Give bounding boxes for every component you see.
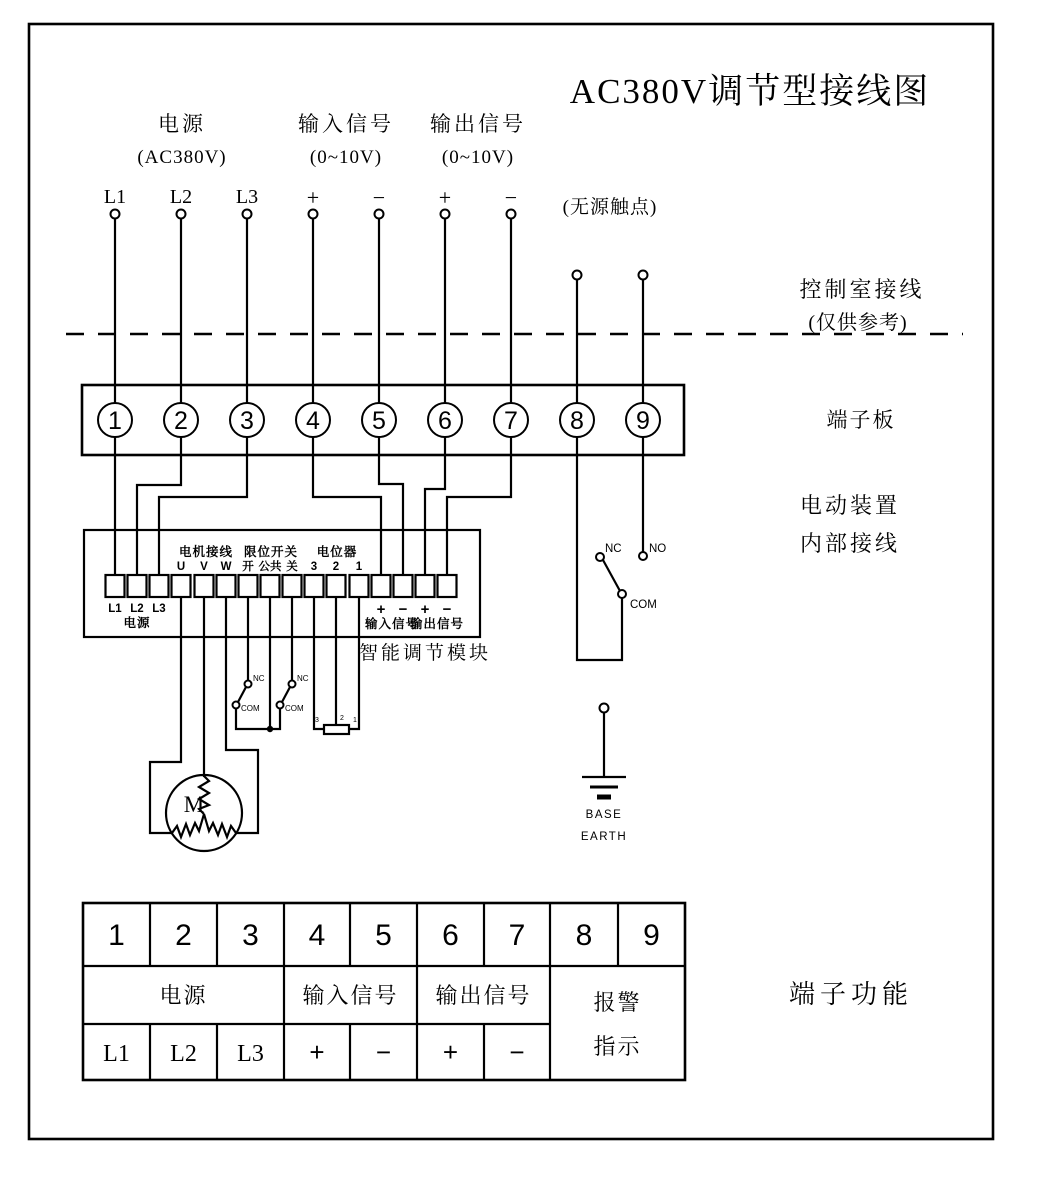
- module-terminal-v-label: V: [200, 561, 208, 573]
- alarm-switch-arm: [603, 560, 620, 591]
- top-terminal-label-l3: L3: [235, 186, 259, 208]
- table-number-8: 8: [575, 919, 593, 952]
- top-terminal-label-in-minus: −: [372, 185, 386, 210]
- wire-board-module-6: [425, 437, 445, 575]
- module-l3-label: L3: [152, 603, 166, 615]
- top-terminal-node-9: [639, 271, 648, 280]
- motor-winding-left: [172, 814, 204, 837]
- limit1-com-label: COM: [241, 704, 260, 713]
- table-signal-out-plus: +: [442, 1037, 459, 1067]
- limit1-nc-label: NC: [253, 674, 265, 683]
- module-box-l3: [150, 575, 169, 597]
- module-terminal-u-label: U: [176, 561, 186, 573]
- input-group-label: 输入信号: [298, 112, 394, 136]
- motor-winding-right: [204, 814, 236, 837]
- pot-terminal-3-label: 3: [315, 717, 319, 724]
- module-box-l1: [106, 575, 125, 597]
- module-box-pot2: [327, 575, 346, 597]
- top-terminal-node-4: [309, 210, 318, 219]
- earth-node: [600, 704, 609, 713]
- wire-pot-3: [314, 597, 324, 729]
- top-terminal-node-1: [111, 210, 120, 219]
- module-box-l2: [128, 575, 147, 597]
- wire-motor-u: [150, 597, 181, 833]
- top-terminal-node-2: [177, 210, 186, 219]
- device-note-1: 电动装置: [799, 493, 901, 518]
- earth-label-2: EARTH: [580, 831, 628, 843]
- module-terminal-pot3-label: 3: [310, 561, 318, 573]
- potentiometer-body: [324, 725, 349, 734]
- module-terminal-w-label: W: [220, 561, 232, 573]
- junction-dot-common: [267, 726, 273, 732]
- top-terminal-node-7: [507, 210, 516, 219]
- alarm-com-label: COM: [630, 599, 657, 611]
- motor-label: M: [183, 792, 205, 817]
- module-box-in-minus: [394, 575, 413, 597]
- module-input-label: 输入信号: [364, 617, 420, 631]
- wire-board-module-5: [379, 437, 403, 575]
- terminal-number-8: 8: [570, 407, 584, 435]
- module-in-minus-label: −: [398, 601, 408, 618]
- table-number-5: 5: [375, 919, 392, 952]
- table-number-6: 6: [442, 919, 459, 952]
- table-signal-in-minus: −: [375, 1037, 392, 1067]
- power-group-sub: (AC380V): [137, 147, 227, 168]
- table-signal-in-plus: +: [309, 1037, 325, 1067]
- module-group-pot-label: 电位器: [316, 545, 358, 559]
- limit1-nc-node: [245, 681, 252, 688]
- table-alarm-label-2: 指示: [593, 1034, 642, 1059]
- module-box-out-minus: [438, 575, 457, 597]
- module-l2-label: L2: [130, 603, 144, 615]
- top-terminal-label-l1: L1: [103, 186, 127, 208]
- limit2-com-label: COM: [285, 704, 304, 713]
- alarm-nc-label: NC: [605, 543, 622, 555]
- alarm-no-node: [639, 552, 647, 560]
- power-group-label: 电源: [158, 112, 206, 136]
- module-box-close: [283, 575, 302, 597]
- module-box-pot3: [305, 575, 324, 597]
- table-signal-l1: L1: [103, 1041, 130, 1067]
- top-terminal-label-l2: L2: [169, 186, 193, 208]
- module-box-common: [261, 575, 280, 597]
- module-output-label: 输出信号: [409, 617, 465, 631]
- table-number-9: 9: [643, 919, 660, 952]
- table-number-1: 1: [108, 919, 125, 952]
- alarm-nc-node: [596, 553, 604, 561]
- module-group-motor-label: 电机接线: [178, 545, 234, 559]
- table-number-3: 3: [242, 919, 259, 952]
- module-out-plus-label: +: [420, 601, 430, 618]
- limit2-nc-label: NC: [297, 674, 309, 683]
- top-terminal-node-5: [375, 210, 384, 219]
- output-group-sub: (0~10V): [441, 147, 515, 168]
- top-terminal-node-8: [573, 271, 582, 280]
- terminal-number-3: 3: [240, 407, 254, 435]
- module-terminal-close-label: 关: [286, 561, 298, 573]
- terminal-number-6: 6: [438, 407, 452, 435]
- table-signal-out-minus: −: [509, 1037, 525, 1067]
- top-terminal-node-6: [441, 210, 450, 219]
- wire-motor-w: [226, 597, 258, 833]
- device-note-2: 内部接线: [799, 531, 901, 556]
- module-out-minus-label: −: [442, 601, 452, 618]
- control-room-note-2: (仅供参考): [808, 312, 908, 334]
- table-signal-l2: L2: [170, 1041, 197, 1067]
- control-room-note-1: 控制室接线: [799, 277, 925, 302]
- terminal-function-label: 端子功能: [788, 980, 914, 1009]
- limit2-switch-arm: [282, 687, 290, 702]
- table-input-label: 输入信号: [302, 983, 399, 1008]
- table-alarm-label-1: 报警: [593, 990, 642, 1015]
- module-box-in-plus: [372, 575, 391, 597]
- module-in-plus-label: +: [376, 601, 386, 618]
- limit1-switch-arm: [238, 687, 246, 702]
- module-box-out-plus: [416, 575, 435, 597]
- module-terminal-pot2-label: 2: [332, 561, 340, 573]
- terminal-number-1: 1: [108, 407, 122, 435]
- module-box-w: [217, 575, 236, 597]
- module-box-open: [239, 575, 258, 597]
- input-group-sub: (0~10V): [309, 147, 383, 168]
- wire-pot-1: [349, 597, 359, 729]
- terminal-number-2: 2: [174, 407, 188, 435]
- terminal-board-label: 端子板: [826, 408, 896, 432]
- earth-label-1: BASE: [585, 809, 623, 821]
- module-l1-label: L1: [108, 603, 122, 615]
- table-output-label: 输出信号: [435, 983, 532, 1008]
- module-terminal-common-label: 公共: [258, 561, 282, 573]
- limit2-nc-node: [289, 681, 296, 688]
- terminal-number-9: 9: [636, 407, 650, 435]
- module-power-label: 电源: [123, 616, 151, 630]
- table-number-2: 2: [175, 919, 192, 952]
- limit2-com-node: [277, 702, 284, 709]
- terminal-number-4: 4: [306, 407, 320, 435]
- top-terminal-node-3: [243, 210, 252, 219]
- pot-terminal-1-label: 1: [353, 717, 357, 724]
- passive-contact-label: (无源触点): [562, 197, 658, 218]
- module-group-limit-label: 限位开关: [243, 545, 299, 559]
- top-terminal-label-out-plus: +: [438, 185, 452, 210]
- top-terminal-label-in-plus: +: [306, 185, 320, 210]
- pot-terminal-2-label: 2: [340, 715, 344, 722]
- table-number-4: 4: [308, 919, 326, 952]
- module-terminal-pot1-label: 1: [355, 561, 363, 573]
- terminal-number-5: 5: [372, 407, 386, 435]
- table-signal-l3: L3: [237, 1041, 264, 1067]
- module-box-v: [195, 575, 214, 597]
- module-terminal-open-label: 开: [242, 561, 254, 573]
- module-box-pot1: [350, 575, 369, 597]
- output-group-label: 输出信号: [430, 112, 526, 136]
- module-name-label: 智能调节模块: [358, 643, 492, 664]
- alarm-no-label: NO: [649, 543, 667, 555]
- top-terminal-label-out-minus: −: [504, 185, 518, 210]
- diagram-title: AC380V调节型接线图: [569, 72, 931, 111]
- module-box-u: [172, 575, 191, 597]
- table-number-7: 7: [508, 919, 526, 952]
- terminal-number-7: 7: [504, 407, 518, 435]
- limit1-com-node: [233, 702, 240, 709]
- table-power-label: 电源: [159, 983, 208, 1008]
